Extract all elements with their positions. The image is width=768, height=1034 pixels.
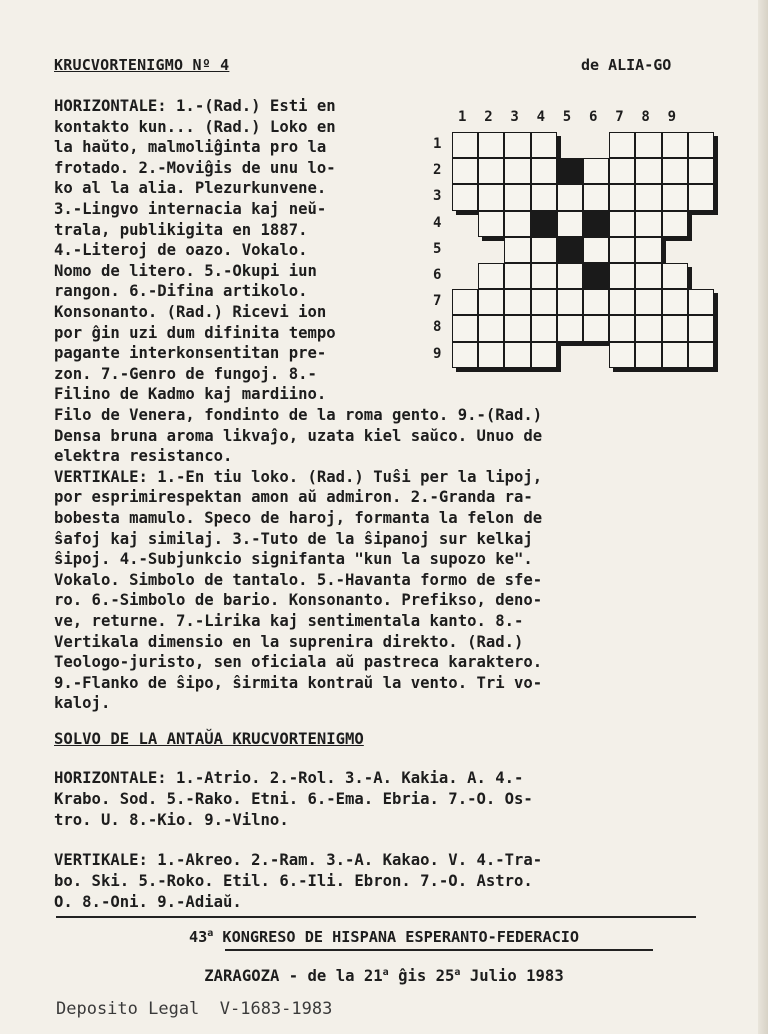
column-number: 3 [510, 109, 519, 125]
clue-line: zon. 7.-Genro de fungoj. 8.- [54, 364, 317, 383]
grid-cell [635, 237, 661, 263]
grid-cell [609, 289, 635, 315]
black-cell [583, 263, 609, 289]
clue-line: ve, returne. 7.-Lirika kaj sentimentala kanto. 8.- [54, 612, 524, 630]
grid-cell [635, 158, 661, 184]
grid-cell [478, 158, 504, 184]
puzzle-author: de ALIA-GO [581, 56, 672, 74]
grid-cell [688, 342, 714, 368]
black-cell [557, 237, 583, 263]
grid-cell [504, 263, 530, 289]
solution-line: HORIZONTALE: 1.-Atrio. 2.-Rol. 3.-A. Kakia. A. 4.- [54, 769, 524, 787]
clue-line: kaloj. [54, 694, 111, 713]
grid-cell [452, 342, 478, 368]
column-number: 1 [458, 109, 467, 125]
solution-line: O. 8.-Oni. 9.-Adiaŭ. [54, 893, 242, 911]
row-number: 8 [433, 319, 442, 336]
legal-deposit: Deposito Legal V-1683-1983 [56, 999, 333, 1019]
grid-cell [662, 158, 688, 184]
column-number: 9 [667, 109, 677, 125]
place-line: ZARAGOZA - de la 21$^a$ ĝis 25$^a$ Julio 1983 [204, 967, 564, 985]
grid-cell [504, 237, 530, 263]
grid-cell [452, 132, 478, 158]
black-cell [531, 211, 557, 237]
clue-line: 4.-Literoj de oazo. Vokalo. [54, 241, 308, 260]
row-number: 9 [433, 345, 442, 362]
clue-line: Densa bruna aroma likvaĵo, uzata kiel saŭco. Unuo de [54, 426, 543, 445]
clue-line: ro. 6.-Simbolo de bario. Konsonanto. Prefikso, deno- [54, 591, 543, 610]
grid-cell [662, 342, 688, 368]
grid-cell [504, 289, 530, 315]
clue-line: Konsonanto. (Rad.) Ricevi ion [54, 303, 327, 321]
grid-cell [452, 315, 478, 341]
grid-cell [557, 263, 583, 289]
grid-cell [504, 211, 530, 237]
grid-cell [662, 184, 688, 210]
grid-cell [609, 132, 635, 158]
grid-cell [557, 184, 583, 210]
clue-line: Filino de Kadmo kaj mardiino. [54, 385, 327, 404]
grid-cell [688, 184, 714, 210]
grid-cell [478, 315, 504, 341]
grid-cell [583, 184, 609, 210]
grid-cell [478, 184, 504, 210]
grid-cell [609, 237, 635, 263]
grid-cell [688, 158, 714, 184]
grid-cell [531, 237, 557, 263]
clue-line: ko al la alia. Plezurkunvene. [54, 179, 327, 198]
grid-cell [635, 184, 661, 210]
grid-cell [609, 158, 635, 184]
grid-cell [504, 184, 530, 210]
grid-cell [557, 289, 583, 315]
grid-cell [583, 315, 609, 341]
clue-line: la haŭto, malmoliĝinta pro la [54, 138, 327, 157]
grid-cell [583, 158, 609, 184]
grid-cell [504, 342, 530, 368]
clue-line: rangon. 6.-Difina artikolo. [54, 282, 308, 301]
grid-cell [635, 132, 661, 158]
grid-cell [452, 184, 478, 210]
grid-cell [531, 289, 557, 315]
solution-line: bo. Ski. 5.-Roko. Etil. 6.-Ili. Ebron. 7.-O. Astro. [54, 872, 533, 890]
clue-line: bobesta mamulo. Speco de haroj, formanta la felon de [54, 509, 543, 527]
grid-cell [531, 184, 557, 210]
grid-cell [478, 211, 504, 237]
column-number: 7 [615, 109, 624, 125]
grid-cell [478, 263, 504, 289]
clue-line: 3.-Lingvo internacia kaj neŭ- [54, 200, 327, 218]
row-number: 5 [433, 240, 442, 257]
divider-top [56, 916, 696, 918]
clue-line: Filo de Venera, fondinto de la roma gento. 9.-(Rad.) [54, 406, 543, 424]
grid-cell [662, 132, 688, 158]
grid-cell [635, 315, 661, 341]
row-number: 1 [433, 136, 442, 152]
grid-cell [478, 132, 504, 158]
clue-line: trala, publikigita en 1887. [54, 220, 308, 239]
column-number: 8 [641, 109, 650, 125]
divider-mid [225, 949, 653, 951]
grid-cell [609, 211, 635, 237]
clue-line: Vokalo. Simbolo de tantalo. 5.-Havanta formo de sfe- [54, 570, 543, 589]
page-edge [758, 0, 768, 1034]
clue-line: pagante interkonsentitan pre- [54, 344, 327, 363]
clue-line: por ĝin uzi dum difinita tempo [54, 323, 336, 342]
clue-line: por esprimirespektan amon aŭ admiron. 2.-Granda ra- [54, 488, 533, 507]
grid-cell [635, 263, 661, 289]
grid-cell [609, 315, 635, 341]
grid-cell [557, 315, 583, 341]
column-number: 6 [589, 109, 598, 125]
column-number: 2 [484, 109, 493, 125]
grid-cell [531, 342, 557, 368]
grid-cell [504, 132, 530, 158]
grid-cell [662, 263, 688, 289]
grid-cell [557, 211, 583, 237]
grid-cell [504, 315, 530, 341]
solution-line: VERTIKALE: 1.-Akreo. 2.-Ram. 3.-A. Kakao. V. 4.-Tra- [54, 851, 543, 869]
column-number: 5 [562, 109, 572, 125]
grid-cell [635, 342, 661, 368]
solution-line: Krabo. Sod. 5.-Rako. Etni. 6.-Ema. Ebria. 7.-O. Os- [54, 790, 533, 808]
grid-cell [452, 158, 478, 184]
clue-line: ŝipoj. 4.-Subjunkcio signifanta "kun la supozo ke". [54, 550, 533, 569]
row-number: 4 [433, 214, 442, 231]
grid-cell [635, 211, 661, 237]
grid-cell [478, 342, 504, 368]
grid-cell [609, 342, 635, 368]
congress-line: 43$^a$ KONGRESO DE HISPANA ESPERANTO-FEDERACIO [188, 928, 580, 946]
grid-cell [478, 289, 504, 315]
clue-line: Teologo-juristo, sen oficiala aŭ pastreca karaktero. [54, 653, 543, 672]
row-number: 6 [433, 267, 442, 283]
grid-cell [662, 315, 688, 341]
grid-cell [609, 184, 635, 210]
puzzle-title: KRUCVORTENIGMO Nº 4 [54, 56, 230, 74]
row-number: 2 [433, 162, 442, 179]
grid-cell [662, 289, 688, 315]
clue-line: ŝafoj kaj similaj. 3.-Tuto de la ŝipanoj sur kelkaj [54, 529, 533, 548]
clue-line: Nomo de litero. 5.-Okupi iun [54, 261, 317, 280]
clue-line: elektra resistanco. [54, 447, 233, 466]
grid-cell [531, 132, 557, 158]
grid-cell [531, 158, 557, 184]
clue-line: HORIZONTALE: 1.-(Rad.) Esti en [54, 97, 336, 115]
clue-line: VERTIKALE: 1.-En tiu loko. (Rad.) Tuŝi per la lipoj, [54, 467, 543, 486]
black-cell [583, 211, 609, 237]
clue-line: Vertikala dimensio en la suprenira direkto. (Rad.) [54, 632, 524, 651]
column-number: 4 [536, 109, 546, 125]
black-cell [557, 158, 583, 184]
grid-cell [531, 263, 557, 289]
clue-line: frotado. 2.-Moviĝis de unu lo- [54, 158, 336, 177]
grid-cell [635, 289, 661, 315]
grid-cell [688, 132, 714, 158]
grid-cell [688, 315, 714, 341]
row-number: 3 [433, 188, 442, 205]
clue-line: kontakto kun... (Rad.) Loko en [54, 117, 336, 136]
grid-cell [583, 289, 609, 315]
clue-line: 9.-Flanko de ŝipo, ŝirmita kontraŭ la vento. Tri vo- [54, 673, 543, 692]
solution-line: tro. U. 8.-Kio. 9.-Vilno. [54, 811, 289, 829]
grid-cell [504, 158, 530, 184]
grid-cell [688, 289, 714, 315]
grid-cell [662, 211, 688, 237]
row-number: 7 [433, 293, 442, 310]
grid-cell [609, 263, 635, 289]
solution-title: SOLVO DE LA ANTAŬA KRUCVORTENIGMO [54, 730, 364, 748]
grid-cell [583, 237, 609, 263]
grid-cell [531, 315, 557, 341]
grid-cell [452, 289, 478, 315]
